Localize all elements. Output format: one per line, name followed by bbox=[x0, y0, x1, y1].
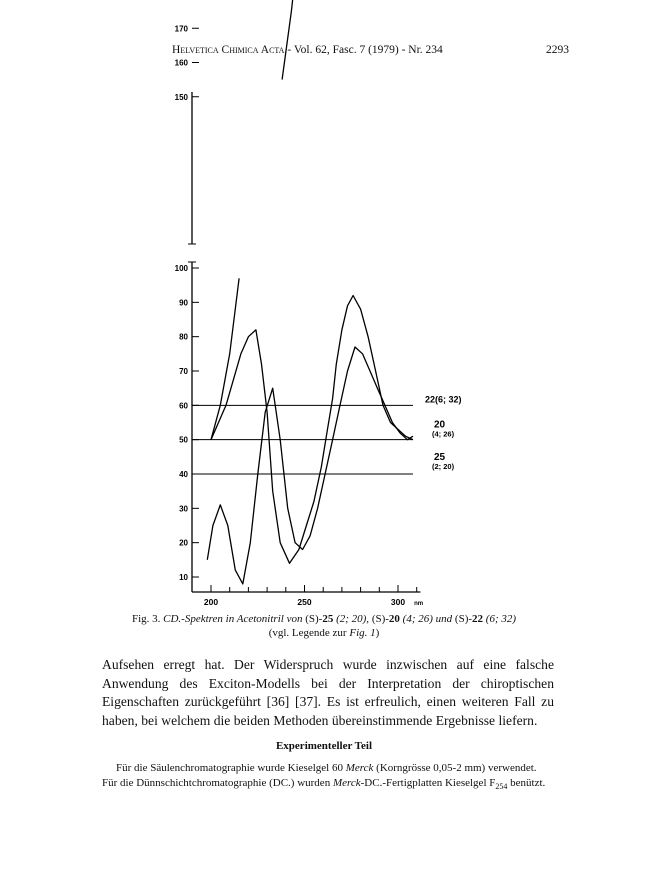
series-labels bbox=[425, 394, 462, 471]
caption-text-italic: CD.-Spektren in Acetonitril von bbox=[163, 613, 306, 625]
caption-compound-25: 25 bbox=[322, 613, 334, 625]
y-tick-label: 40 bbox=[179, 470, 188, 479]
journal-name: Helvetica Chimica Acta bbox=[172, 44, 285, 56]
caption-compound-22: 22 bbox=[472, 613, 484, 625]
experimental-text bbox=[102, 761, 554, 794]
y-tick-label: 10 bbox=[179, 573, 188, 582]
exp1-post: (Korngrösse 0,05-2 mm) verwendet. bbox=[373, 762, 537, 774]
reference-lines bbox=[192, 405, 413, 474]
y-tick-label: 90 bbox=[179, 298, 188, 308]
caption-s-25: (S)- bbox=[305, 613, 323, 625]
caption-values-25: (2; 20), bbox=[333, 613, 372, 625]
x-axis-label: nm bbox=[414, 601, 424, 607]
exp2-post: -DC.-Fertigplatten Kieselgel F bbox=[360, 777, 496, 789]
spectrum-curve-25 bbox=[207, 347, 413, 584]
caption-legend-ref-fig: Fig. 1 bbox=[349, 627, 376, 639]
caption-legend-ref-post: ) bbox=[375, 627, 380, 639]
caption-s-20: (S)- bbox=[371, 613, 389, 625]
journal-volume: - Vol. 62, Fasc. 7 (1979) - Nr. 234 bbox=[284, 44, 443, 56]
experimental-line-1 bbox=[102, 761, 554, 776]
caption-s-22: (S)- bbox=[454, 613, 473, 625]
caption-line-2 bbox=[0, 626, 648, 640]
exp2-subscript: 254 bbox=[495, 782, 508, 792]
x-tick-label: 300 bbox=[390, 597, 406, 607]
y-tick-label: 170 bbox=[174, 24, 188, 34]
y-tick-label: 160 bbox=[174, 58, 188, 68]
caption-line-1 bbox=[0, 612, 648, 626]
y-tick-label: 30 bbox=[179, 504, 188, 514]
y-tick-label: 60 bbox=[179, 401, 188, 411]
spectrum-curve-22 bbox=[211, 0, 411, 440]
spectrum-curves bbox=[207, 0, 413, 584]
figure-caption bbox=[0, 612, 648, 640]
series-label-25-values: (2; 20) bbox=[432, 462, 455, 471]
exp2-merck: Merck bbox=[332, 777, 361, 789]
y-tick-label: 100 bbox=[174, 264, 188, 273]
caption-compound-20: 20 bbox=[388, 613, 400, 625]
section-title: Experimenteller Teil bbox=[275, 740, 373, 752]
caption-values-20: (4; 26) und bbox=[399, 613, 455, 625]
y-tick-label: 20 bbox=[179, 538, 188, 548]
x-tick-label: 250 bbox=[297, 597, 312, 607]
x-tick-label: 200 bbox=[203, 597, 219, 607]
exp2-end: benützt. bbox=[507, 777, 546, 789]
body-paragraph: Aufsehen erregt hat. Der Widerspruch wurde inzwischen auf eine falsche Anwendung des Exciton-Modells bei der Interpretation der chiroptischen Eigenschaften zurückgeführt [36] [37]. Es ist erfreulich, einen weiteren Fall zu haben, bei welchem die beiden Methoden übereinstimmende Ergebnisse liefern. bbox=[102, 657, 554, 728]
y-tick-label: 150 bbox=[174, 92, 188, 102]
caption-fig-number: Fig. 3. bbox=[131, 613, 164, 625]
spectrum-curve-20 bbox=[211, 296, 413, 564]
chart-axes bbox=[175, 0, 423, 607]
series-label-22: 22(6; 32) bbox=[425, 394, 462, 405]
caption-values-22: (6; 32) bbox=[483, 613, 517, 625]
caption-legend-ref-pre: (vgl. Legende zur bbox=[268, 627, 350, 639]
series-label-20-values: (4; 26) bbox=[432, 429, 455, 439]
y-tick-label: 50 bbox=[179, 435, 188, 445]
experimental-line-2 bbox=[102, 776, 554, 794]
page-number: 2293 bbox=[546, 44, 569, 56]
exp1-pre: Für die Säulenchromatographie wurde Kieselgel 60 bbox=[116, 762, 346, 774]
exp1-merck: Merck bbox=[345, 762, 374, 774]
series-label-20: 20 bbox=[434, 419, 446, 431]
y-tick-label: 80 bbox=[179, 332, 188, 342]
series-label-25: 25 bbox=[434, 452, 446, 463]
exp2-pre: Für die Dünnschichtchromatographie (DC.) wurden bbox=[102, 777, 333, 789]
y-tick-label: 70 bbox=[179, 367, 188, 376]
